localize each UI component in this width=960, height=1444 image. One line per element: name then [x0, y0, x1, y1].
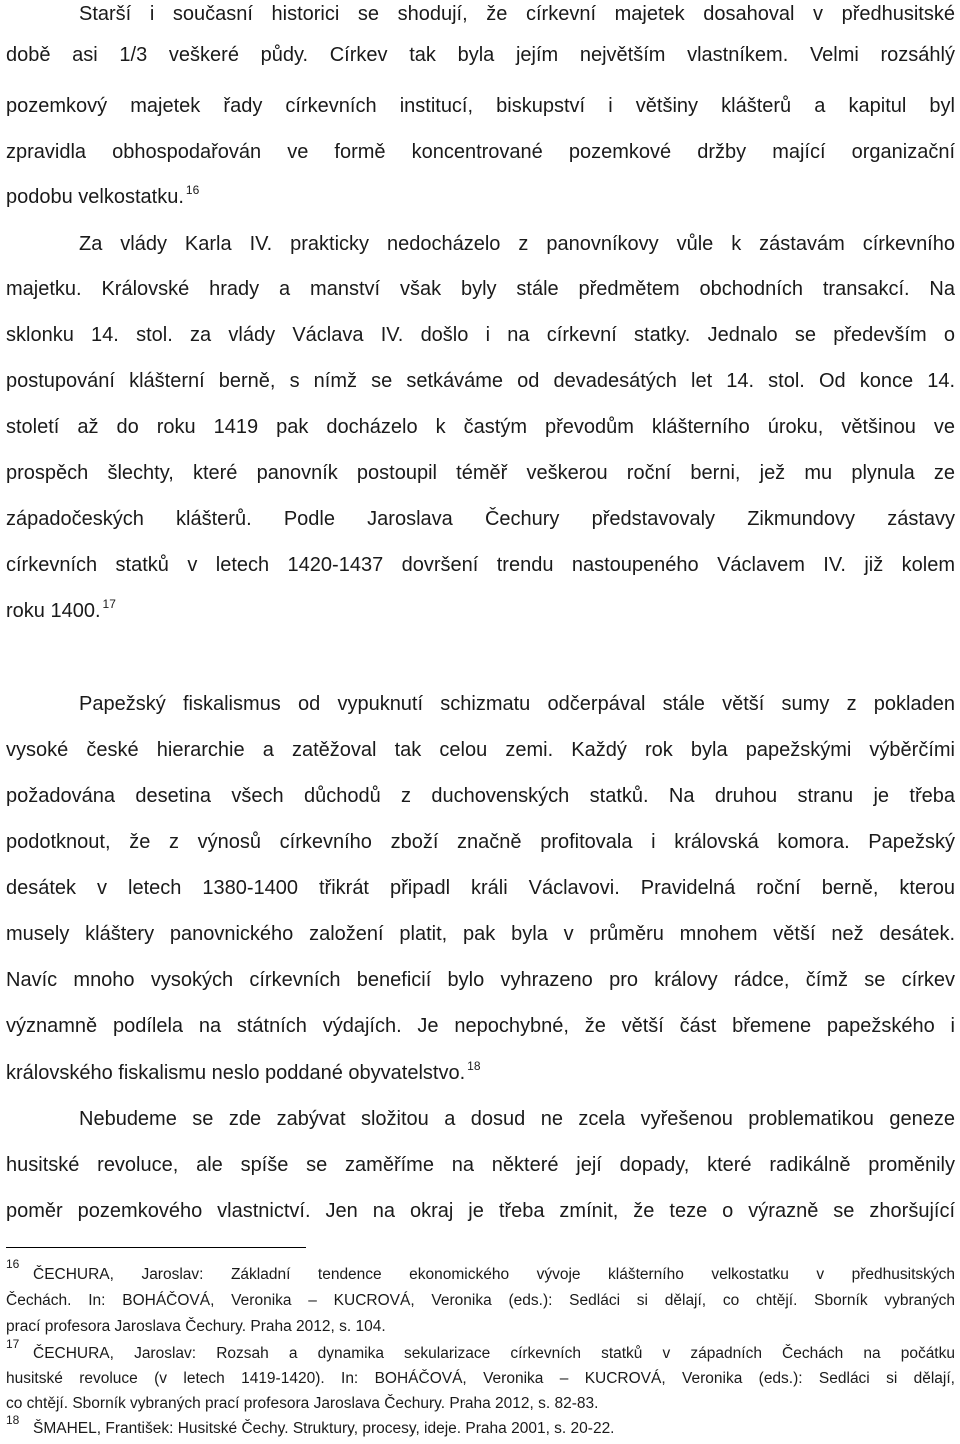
text-line: době asi 1/3 veškeré půdy. Církev tak byla jejím největším vlastníkem. Velmi rozsáhlý	[6, 44, 955, 66]
text-line-content: královského fiskalismu neslo poddané obyvatelstvo.	[6, 1062, 466, 1084]
text-line: sklonku 14. stol. za vlády Václava IV. došlo i na církevní statky. Jednalo se především o	[6, 324, 955, 346]
text-line: zpravidla obhospodařován ve formě koncentrované pozemkové držby mající organizační	[6, 141, 955, 163]
text-line: století až do roku 1419 pak docházelo k častým převodům klášterního úroku, většinou ve	[6, 416, 955, 438]
footnote-number: 16	[6, 1257, 20, 1271]
footnote-number: 17	[6, 1337, 20, 1351]
text-line: Nebudeme se zde zabývat složitou a dosud ne zcela vyřešenou problematikou geneze	[79, 1108, 955, 1130]
footnote-line: Čechách. In: BOHÁČOVÁ, Veronika – KUCROVÁ, Veronika (eds.): Sedláci si dělají, co chtějí. Sborník vybraných	[6, 1292, 955, 1309]
text-line: Papežský fiskalismus od vypuknutí schizmatu odčerpával stále větší sumy z pokladen	[79, 693, 955, 715]
text-line: musely kláštery panovnického založení platit, pak byla v průměru mnohem větší než desátek.	[6, 923, 955, 945]
text-line: poměr pozemkového vlastnictví. Jen na okraj je třeba zmínit, že teze o výrazně se zhoršující	[6, 1200, 955, 1222]
text-line: významně podílela na státních výdajích. Je nepochybné, že větší část břemene papežského i	[6, 1015, 955, 1037]
text-line	[6, 183, 955, 211]
footnote-number: 18	[6, 1413, 20, 1427]
footnote-line: ČECHURA, Jaroslav: Rozsah a dynamika sekularizace církevních statků v západních Čechách na počátku	[33, 1345, 955, 1362]
text-line: postupování klášterní berně, s nímž se setkáváme od devadesátých let 14. stol. Od konce 14.	[6, 370, 955, 392]
text-line: Starší i současní historici se shodují, že církevní majetek dosahoval v předhusitské	[79, 3, 955, 25]
text-line: Za vlády Karla IV. prakticky nedocházelo z panovníkovy vůle k zástavám církevního	[79, 233, 955, 255]
footnote-ref-18[interactable]: 18	[467, 1059, 481, 1073]
footnote-line: ČECHURA, Jaroslav: Základní tendence ekonomického vývoje klášterního velkostatku v předhusitských	[33, 1266, 955, 1283]
text-line: desátek v letech 1380-1400 třikrát připadl králi Václavovi. Pravidelná roční berně, kterou	[6, 877, 955, 899]
text-line: prospěch šlechty, které panovník postoupil téměř veškerou roční berni, jež mu plynula ze	[6, 462, 955, 484]
text-line: Navíc mnoho vysokých církevních beneficií bylo vyhrazeno pro královy rádce, čímž se církev	[6, 969, 955, 991]
footnote-ref-17[interactable]: 17	[102, 597, 116, 611]
footnote-line: husitské revoluce (v letech 1419-1420). In: BOHÁČOVÁ, Veronika – KUCROVÁ, Veronika (eds.): Sedláci si dělají,	[6, 1370, 955, 1387]
text-line-content: roku 1400.	[6, 600, 101, 622]
text-line: vysoké české hierarchie a zatěžoval tak celou zemi. Každý rok byla papežskými výběrčími	[6, 739, 955, 761]
footnote-line: prací profesora Jaroslava Čechury. Praha 2012, s. 104.	[6, 1318, 386, 1335]
text-line: majetku. Královské hrady a manství však byly stále předmětem obchodních transakcí. Na	[6, 278, 955, 300]
text-line: církevních statků v letech 1420-1437 dovršení trendu nastoupeného Václavem IV. již kolem	[6, 554, 955, 576]
text-line: husitské revoluce, ale spíše se zaměříme na některé její dopady, které radikálně proměnily	[6, 1154, 955, 1176]
footnote-line: ŠMAHEL, František: Husitské Čechy. Struktury, procesy, ideje. Praha 2001, s. 20-22.	[33, 1420, 615, 1437]
text-line: požadována desetina všech důchodů z duchovenských statků. Na druhou stranu je třeba	[6, 785, 955, 807]
text-line: pozemkový majetek řady církevních institucí, biskupství i většiny klášterů a kapitul byl	[6, 95, 955, 117]
footnote-separator	[6, 1247, 306, 1248]
text-line: západočeských klášterů. Podle Jaroslava Čechury představovaly Zikmundovy zástavy	[6, 508, 955, 530]
footnote-line: co chtějí. Sborník vybraných prací profesora Jaroslava Čechury. Praha 2012, s. 82-83.	[6, 1395, 599, 1412]
footnote-ref-16[interactable]: 16	[185, 183, 200, 197]
text-line: podotknout, že z výnosů církevního zboží značně profitovala i královská komora. Papežský	[6, 831, 955, 853]
text-line-content: podobu velkostatku.	[6, 186, 184, 208]
text-line	[6, 1059, 955, 1087]
text-line	[6, 597, 955, 625]
